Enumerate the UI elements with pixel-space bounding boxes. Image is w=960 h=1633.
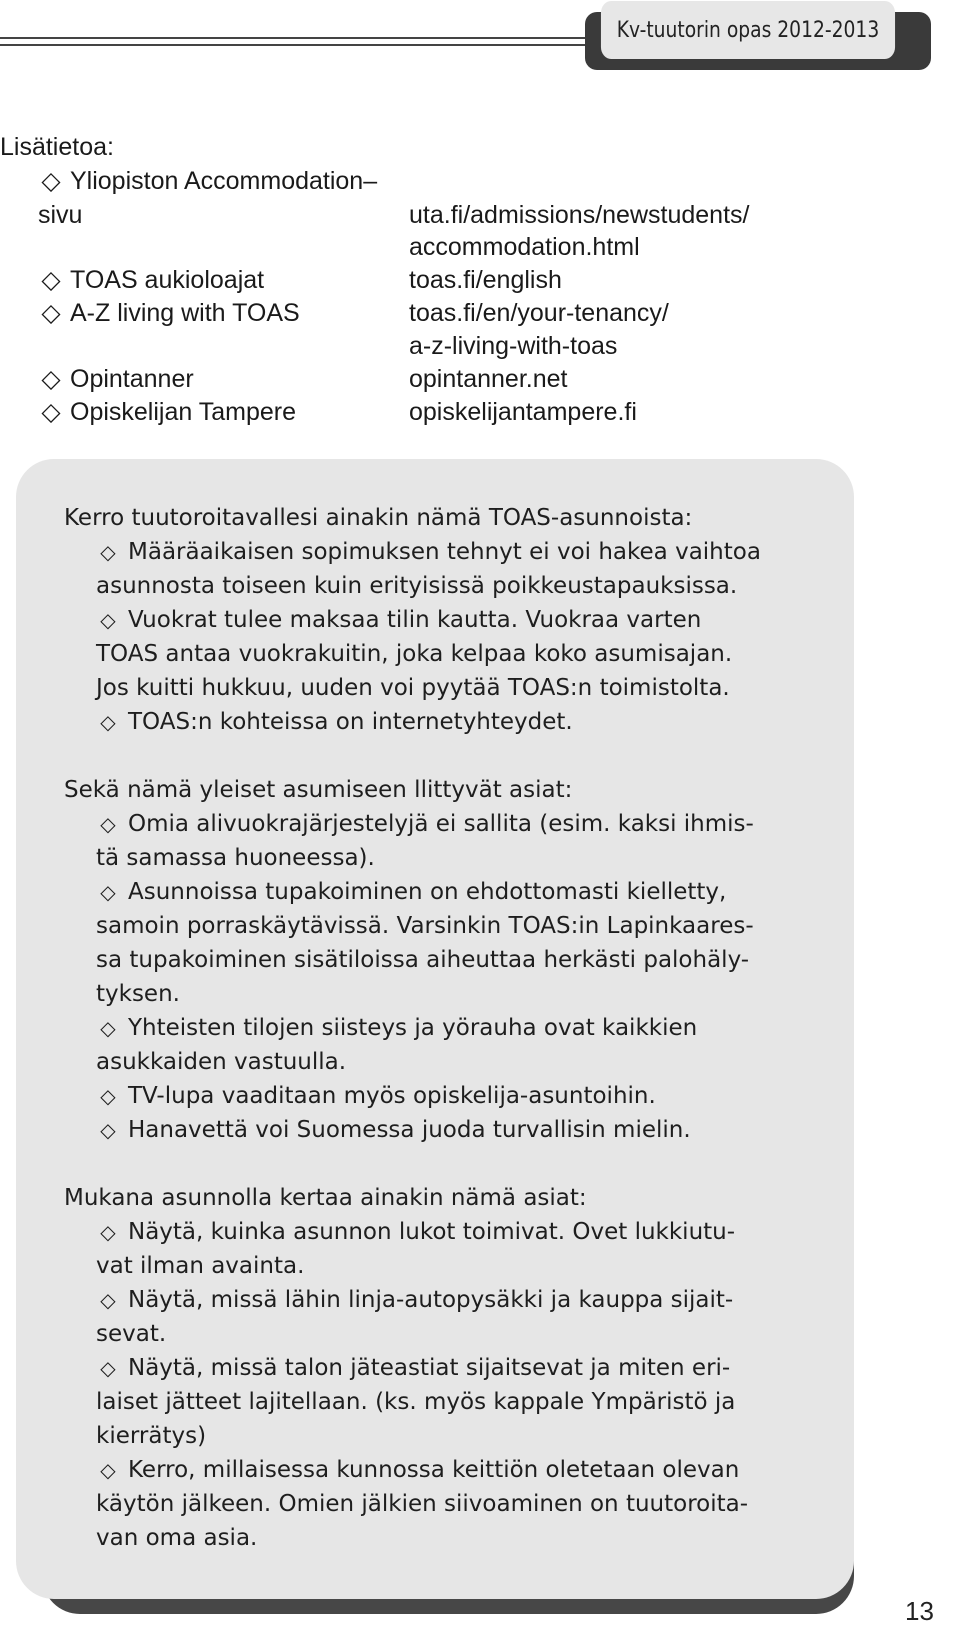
section-title: Mukana asunnolla kertaa ainakin nämä asiat: [64, 1185, 587, 1211]
tips-content [64, 501, 824, 1589]
bullet-item [64, 1113, 824, 1147]
info-row [40, 362, 194, 396]
header-rule [0, 44, 585, 46]
bullet-text: sa tupakoiminen sisätiloissa aiheuttaa herkästi palohäly- [96, 947, 750, 973]
diamond-outline-icon: ◇ [100, 1458, 116, 1482]
info-url[interactable]: a-z-living-with-toas [409, 332, 618, 360]
bullet-item-continuation [64, 1487, 824, 1521]
diamond-outline-icon: ◇ [100, 710, 116, 734]
bullet-item-continuation [64, 977, 824, 1011]
bullet-item [64, 705, 824, 739]
diamond-outline-icon: ◇ [41, 398, 61, 426]
bullet-text: kierrätys) [96, 1423, 207, 1449]
bullet-text: Omia alivuokrajärjestelyjä ei sallita (esim. kaksi ihmis- [128, 811, 754, 837]
bullet-text: samoin porraskäytävissä. Varsinkin TOAS:in Lapinkaares- [96, 913, 754, 939]
bullet-item-continuation [64, 1419, 824, 1453]
bullet-text: asukkaiden vastuulla. [96, 1049, 347, 1075]
bullet-item [64, 1453, 824, 1487]
diamond-outline-icon: ◇ [41, 299, 61, 327]
bullet-item [64, 807, 824, 841]
bullet-text: van oma asia. [96, 1525, 258, 1551]
bullet-text: TOAS antaa vuokrakuitin, joka kelpaa koko asumisajan. [96, 641, 733, 667]
bullet-text: Näytä, missä talon jäteastiat sijaitsevat ja miten eri- [128, 1355, 731, 1381]
bullet-item-continuation [64, 569, 824, 603]
diamond-outline-icon: ◇ [100, 540, 116, 564]
info-url[interactable]: uta.fi/admissions/newstudents/ [409, 201, 750, 229]
info-row-continuation [38, 198, 82, 232]
bullet-text: Näytä, missä lähin linja-autopysäkki ja kauppa sijait- [128, 1287, 734, 1313]
bullet-text: Jos kuitti hukkuu, uuden voi pyytää TOAS:n toimistolta. [96, 675, 730, 701]
bullet-item [64, 535, 824, 569]
info-url[interactable]: toas.fi/english [409, 266, 562, 294]
diamond-outline-icon: ◇ [100, 812, 116, 836]
bullet-text: Hanavettä voi Suomessa juoda turvallisin mielin. [128, 1117, 691, 1143]
info-url[interactable]: opiskelijantampere.fi [409, 398, 637, 426]
info-label: TOAS aukioloajat [70, 266, 265, 294]
bullet-text: Yhteisten tilojen siisteys ja yörauha ovat kaikkien [128, 1015, 698, 1041]
info-label: Opiskelijan Tampere [70, 398, 297, 426]
bullet-item [64, 1079, 824, 1113]
page-number: 13 [905, 1596, 934, 1626]
bullet-item [64, 1215, 824, 1249]
bullet-item-continuation [64, 943, 824, 977]
diamond-outline-icon: ◇ [100, 1016, 116, 1040]
info-row [40, 164, 377, 198]
info-row [40, 395, 296, 429]
bullet-item-continuation [64, 1045, 824, 1079]
diamond-outline-icon: ◇ [100, 1118, 116, 1142]
info-label: A-Z living with TOAS [70, 299, 300, 327]
tips-box [16, 459, 854, 1599]
bullet-text: Näytä, kuinka asunnon lukot toimivat. Ovet lukkiutu- [128, 1219, 736, 1245]
bullet-text: TV-lupa vaaditaan myös opiskelija-asuntoihin. [128, 1083, 656, 1109]
running-header-title: Kv-tuutorin opas 2012-2013 [601, 1, 895, 59]
diamond-outline-icon: ◇ [41, 167, 61, 195]
bullet-text: vat ilman avainta. [96, 1253, 305, 1279]
tips-section [64, 1181, 824, 1555]
tips-section [64, 773, 824, 1147]
info-label: Yliopiston Accommodation– [70, 167, 378, 195]
bullet-text: tyksen. [96, 981, 180, 1007]
bullet-text: Vuokrat tulee maksaa tilin kautta. Vuokraa varten [128, 607, 702, 633]
diamond-outline-icon: ◇ [100, 1356, 116, 1380]
bullet-text: TOAS:n kohteissa on internetyhteydet. [128, 709, 573, 735]
bullet-text: Asunnoissa tupakoiminen on ehdottomasti kielletty, [128, 879, 727, 905]
info-label: Opintanner [70, 365, 194, 393]
bullet-text: laiset jätteet lajitellaan. (ks. myös kappale Ympäristö ja [96, 1389, 736, 1415]
bullet-item-continuation [64, 841, 824, 875]
bullet-item [64, 875, 824, 909]
section-title: Sekä nämä yleiset asumiseen llittyvät asiat: [64, 777, 573, 803]
bullet-item-continuation [64, 1249, 824, 1283]
bullet-item [64, 1011, 824, 1045]
section-title: Kerro tuutoroitavallesi ainakin nämä TOAS-asunnoista: [64, 505, 693, 531]
bullet-text: sevat. [96, 1321, 167, 1347]
bullet-item [64, 603, 824, 637]
tips-section [64, 501, 824, 739]
info-title: Lisätietoa: [0, 133, 114, 161]
bullet-item [64, 1351, 824, 1385]
bullet-item-continuation [64, 1521, 824, 1555]
bullet-item-continuation [64, 637, 824, 671]
info-row [40, 296, 300, 330]
bullet-text: asunnosta toiseen kuin erityisissä poikkeustapauksissa. [96, 573, 738, 599]
bullet-item-continuation [64, 1317, 824, 1351]
diamond-outline-icon: ◇ [100, 1288, 116, 1312]
bullet-item-continuation [64, 1385, 824, 1419]
bullet-item-continuation [64, 671, 824, 705]
info-url[interactable]: toas.fi/en/your-tenancy/ [409, 299, 669, 327]
info-url[interactable]: opintanner.net [409, 365, 568, 393]
info-url[interactable]: accommodation.html [409, 233, 640, 261]
bullet-item-continuation [64, 909, 824, 943]
diamond-outline-icon: ◇ [100, 608, 116, 632]
bullet-text: käytön jälkeen. Omien jälkien siivoaminen on tuutoroita- [96, 1491, 749, 1517]
diamond-outline-icon: ◇ [41, 266, 61, 294]
bullet-item [64, 1283, 824, 1317]
info-row [40, 263, 264, 297]
diamond-outline-icon: ◇ [100, 880, 116, 904]
bullet-text: tä samassa huoneessa). [96, 845, 375, 871]
bullet-text: Kerro, millaisessa kunnossa keittiön oletetaan olevan [128, 1457, 740, 1483]
bullet-text: Määräaikaisen sopimuksen tehnyt ei voi hakea vaihtoa [128, 539, 761, 565]
diamond-outline-icon: ◇ [100, 1220, 116, 1244]
header-rule [0, 37, 585, 39]
info-label: sivu [38, 201, 83, 229]
diamond-outline-icon: ◇ [100, 1084, 116, 1108]
diamond-outline-icon: ◇ [41, 365, 61, 393]
